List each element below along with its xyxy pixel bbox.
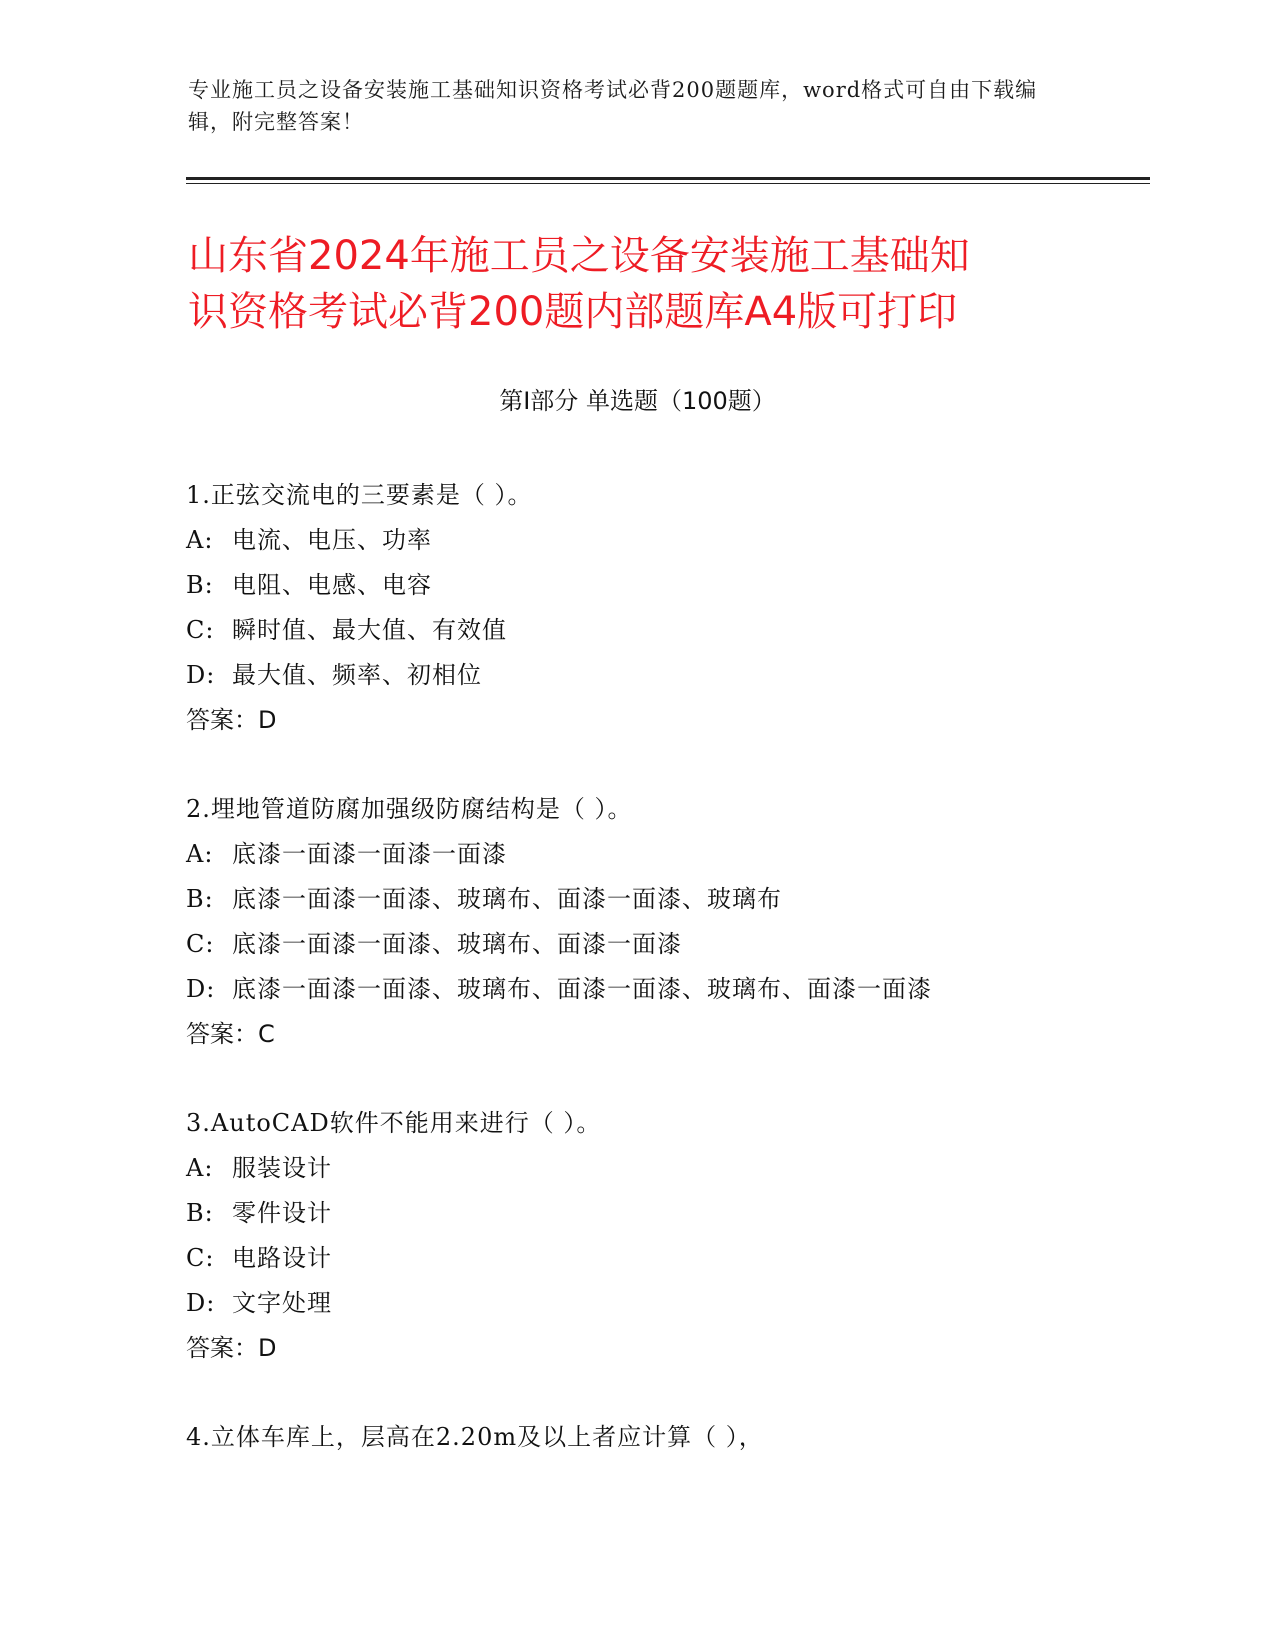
- answer-value: D: [258, 706, 277, 734]
- question-stem: 1.正弦交流电的三要素是（ ）。: [186, 481, 533, 509]
- title-line-1: 山东省2024年施工员之设备安装施工基础知: [188, 233, 970, 279]
- option-b: [186, 563, 1086, 608]
- option-a: [186, 832, 1086, 877]
- option-text: 电路设计: [232, 1244, 332, 1272]
- option-text: 零件设计: [232, 1199, 332, 1227]
- option-letter: C:: [186, 616, 215, 644]
- answer-value: C: [258, 1020, 275, 1048]
- answer-label: 答案：: [186, 1020, 258, 1048]
- option-d: [186, 1281, 1086, 1326]
- option-text: 底漆一面漆一面漆、玻璃布、面漆一面漆、玻璃布、面漆一面漆: [232, 975, 932, 1003]
- answer-value: D: [258, 1334, 277, 1362]
- option-text: 文字处理: [232, 1289, 332, 1317]
- document-title: [188, 228, 1088, 340]
- option-text: 瞬时值、最大值、有效值: [232, 616, 507, 644]
- option-d: [186, 967, 1086, 1012]
- option-letter: B:: [186, 885, 214, 913]
- answer-line: [186, 1012, 1086, 1057]
- header-rule-thick: [186, 177, 1150, 180]
- question-1: [186, 473, 1086, 743]
- question-2: [186, 787, 1086, 1057]
- header-note: 专业施工员之设备安装施工基础知识资格考试必背200题题库，word格式可自由下载编辑，附完整答案！: [188, 78, 1038, 134]
- option-text: 电阻、电感、电容: [232, 571, 432, 599]
- answer-line: [186, 698, 1086, 743]
- answer-label: 答案：: [186, 1334, 258, 1362]
- option-letter: D:: [186, 975, 216, 1003]
- option-text: 最大值、频率、初相位: [232, 661, 482, 689]
- option-letter: B:: [186, 571, 214, 599]
- option-text: 服装设计: [232, 1154, 332, 1182]
- option-a: [186, 1146, 1086, 1191]
- option-letter: A:: [186, 840, 214, 868]
- option-b: [186, 1191, 1086, 1236]
- question-3: [186, 1101, 1086, 1371]
- option-c: [186, 1236, 1086, 1281]
- question-stem: 2.埋地管道防腐加强级防腐结构是（ ）。: [186, 795, 633, 823]
- section-heading: 第Ⅰ部分 单选题（100题）: [499, 387, 776, 415]
- option-c: [186, 922, 1086, 967]
- option-letter: D:: [186, 1289, 216, 1317]
- option-letter: C:: [186, 930, 215, 958]
- option-text: 底漆一面漆一面漆、玻璃布、面漆一面漆: [232, 930, 682, 958]
- question-4: [186, 1415, 1086, 1460]
- question-list: [186, 473, 1086, 1504]
- question-stem: 3.AutoCAD软件不能用来进行（ ）。: [186, 1109, 602, 1137]
- option-text: 底漆一面漆一面漆、玻璃布、面漆一面漆、玻璃布: [232, 885, 782, 913]
- answer-label: 答案：: [186, 706, 258, 734]
- title-line-2: 识资格考试必背200题内部题库A4版可打印: [188, 289, 958, 335]
- option-b: [186, 877, 1086, 922]
- option-letter: A:: [186, 1154, 214, 1182]
- option-letter: C:: [186, 1244, 215, 1272]
- header-rule-thin: [186, 183, 1150, 184]
- option-d: [186, 653, 1086, 698]
- option-a: [186, 518, 1086, 563]
- option-text: 底漆一面漆一面漆一面漆: [232, 840, 507, 868]
- option-letter: B:: [186, 1199, 214, 1227]
- question-stem: 4.立体车库上，层高在2.20m及以上者应计算（ ），: [186, 1423, 764, 1451]
- option-text: 电流、电压、功率: [232, 526, 432, 554]
- option-letter: A:: [186, 526, 214, 554]
- answer-line: [186, 1326, 1086, 1371]
- option-letter: D:: [186, 661, 216, 689]
- option-c: [186, 608, 1086, 653]
